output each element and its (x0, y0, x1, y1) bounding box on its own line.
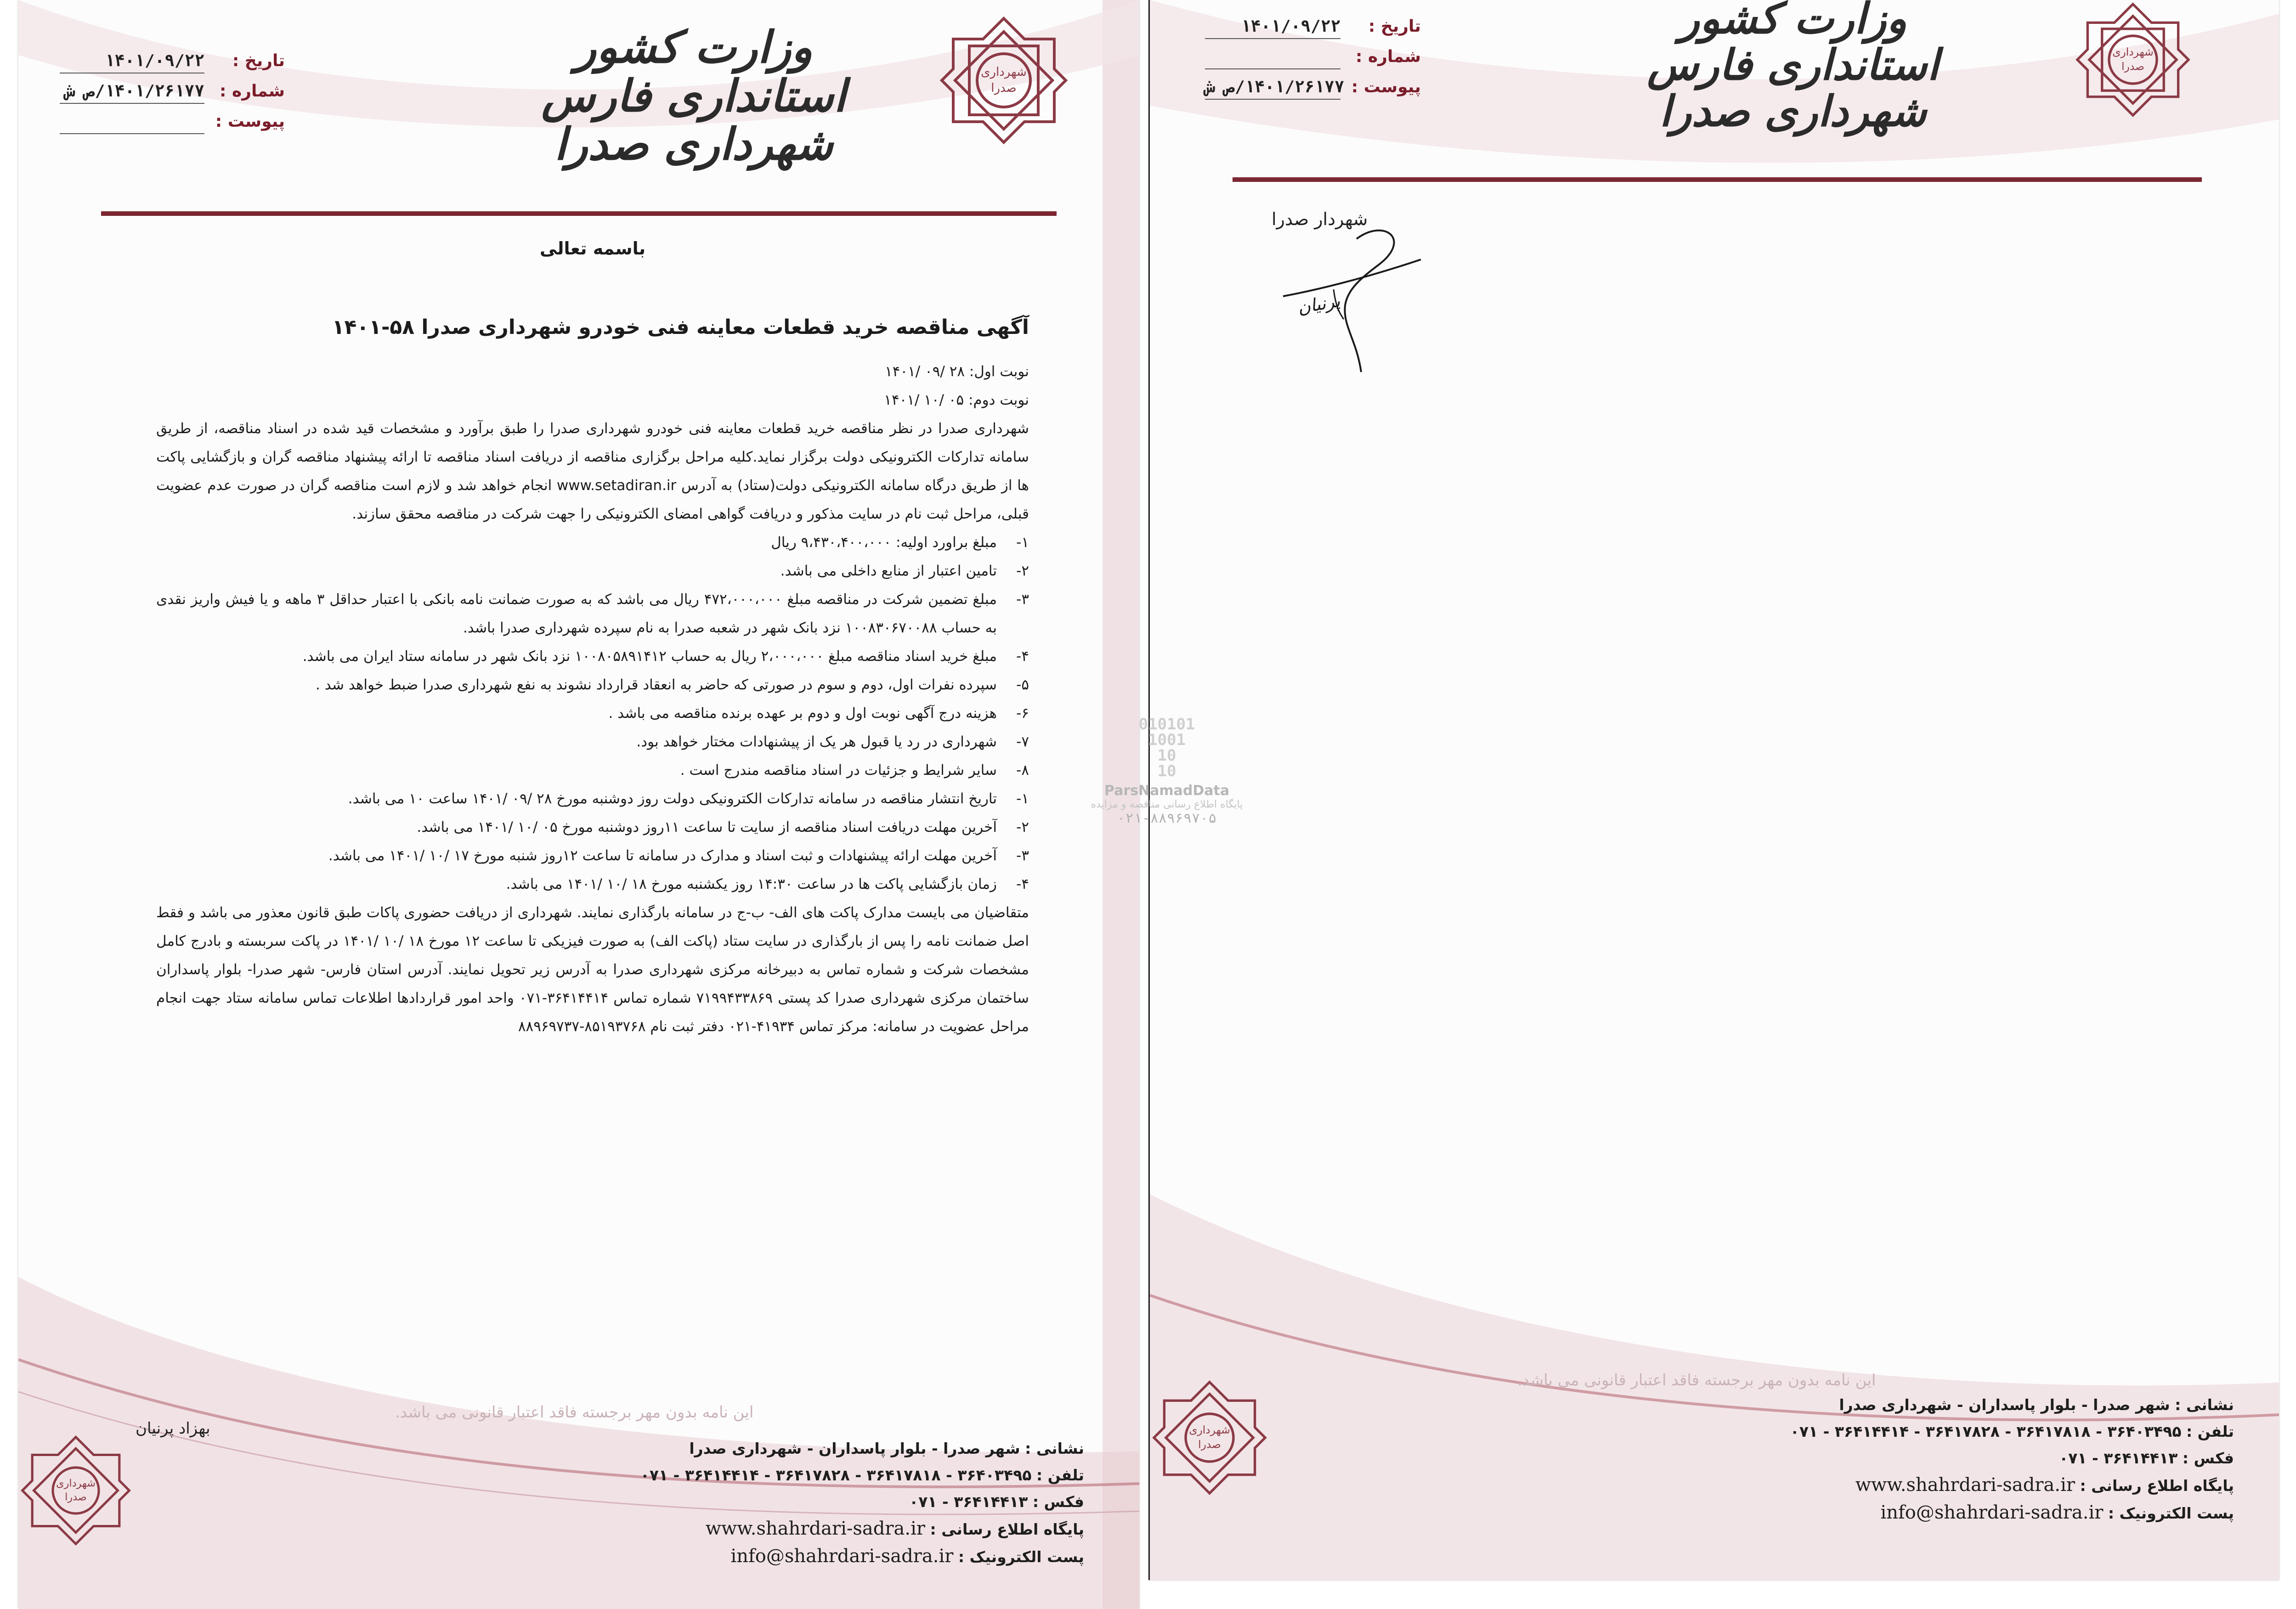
validity-note: این نامه بدون مهر برجسته فاقد اعتبار قانونی می باشد. (395, 1403, 754, 1422)
attachment-label: پیوست : (215, 112, 285, 131)
list-item-number: ۲- (1016, 563, 1029, 579)
number-label: شماره : (220, 82, 285, 101)
website-label: پایگاه اطلاع رسانی : (2080, 1477, 2234, 1495)
municipality-emblem (2073, 0, 2193, 119)
list-item-text: مبلغ براورد اولیه: ۹،۴۳۰،۴۰۰،۰۰۰ ریال (771, 534, 997, 551)
phone-label: تلفن : (2186, 1423, 2234, 1440)
list-item-number: ۱- (1016, 790, 1029, 807)
attachment-row (60, 107, 285, 137)
list-item (156, 557, 1029, 585)
signature-page (1148, 0, 2279, 1580)
ministry-line-2: استانداری فارس (1647, 40, 1939, 90)
validity-note: این نامه بدون مهر برجسته فاقد اعتبار قانونی می باشد. (1517, 1371, 1876, 1389)
meta-underline (1205, 68, 1340, 69)
list-item (156, 642, 1029, 671)
footer-emblem (18, 1433, 133, 1548)
first-round-date: نوبت اول: ۲۸ /۰۹ /۱۴۰۱ (885, 363, 1029, 380)
announcement-body (156, 234, 1029, 1041)
date-label: تاریخ : (1368, 17, 1421, 36)
ministry-line-1: وزارت کشور (1679, 0, 1907, 43)
meta-underline (60, 103, 204, 104)
list-item-text: سپرده نفرات اول، دوم و سوم در صورتی که حاضر به انعقاد قرارداد نشوند به نفع شهرداری صدرا ضبط خواهد شد . (316, 677, 997, 693)
list-item (156, 756, 1029, 785)
watermark-binary: 010101 1001 10 10 (1138, 715, 1195, 780)
municipality-emblem (937, 14, 1070, 147)
letter-meta (1205, 11, 1421, 102)
svg-text:شهرداری: شهرداری (1189, 1424, 1230, 1437)
email-link[interactable]: info@shahrdari-sadra.ir (730, 1546, 954, 1567)
ministry-line-3: شهرداری صدرا (1659, 86, 1927, 136)
list-item (156, 699, 1029, 728)
number-label: شماره : (1356, 47, 1421, 66)
phone-label: تلفن : (1036, 1466, 1084, 1484)
date-label: تاریخ : (232, 51, 285, 70)
contact-footer (1738, 1392, 2234, 1527)
list-item-text: سایر شرایط و جزئیات در اسناد مناقصه مندرج است . (680, 762, 997, 779)
list-item-number: ۳- (1016, 847, 1029, 864)
list-item-text: زمان بازگشایی پاکت ها در ساعت ۱۴:۳۰ روز یکشنبه مورخ ۱۸ /۱۰ /۱۴۰۱ می باشد. (506, 876, 997, 892)
list-item-number: ۵- (1016, 677, 1029, 693)
attachment-row (1205, 72, 1421, 102)
date-value: ۱۴۰۱/۰۹/۲۲ (105, 51, 204, 70)
website-link[interactable]: www.shahrdari-sadra.ir (1855, 1474, 2075, 1496)
list-item-number: ۴- (1016, 876, 1029, 892)
list-item-number: ۷- (1016, 734, 1029, 750)
watermark-phone: ۰۲۱-۸۸۹۶۹۷۰۵ (1117, 810, 1217, 826)
svg-text:پرنیان: پرنیان (1296, 290, 1342, 318)
website-label: پایگاه اطلاع رسانی : (930, 1520, 1084, 1538)
attachment-value: ۱۴۰۱/۲۶۱۷۷/ص ش (1205, 78, 1345, 96)
list-item-number: ۴- (1016, 648, 1029, 665)
address-row (1738, 1392, 2234, 1418)
footer-emblem (1150, 1378, 1269, 1497)
conditions-list (156, 528, 1029, 785)
list-item-number: ۲- (1016, 819, 1029, 836)
number-row (1205, 42, 1421, 72)
fax-label: فکس : (1032, 1493, 1084, 1511)
address-value: شهر صدرا - بلوار پاسداران - شهرداری صدرا (689, 1440, 1020, 1457)
address-label: نشانی : (2175, 1396, 2234, 1414)
fax-value: ۳۶۴۱۴۴۱۳ - ۰۷۱ (2059, 1449, 2178, 1467)
list-item (156, 785, 1029, 813)
schedule-list (156, 785, 1029, 898)
fax-row (588, 1489, 1084, 1515)
signature-drawing (1265, 220, 1430, 386)
number-value: ۱۴۰۱/۲۶۱۷۷/ص ش (65, 82, 204, 101)
svg-text:شهرداری: شهرداری (56, 1477, 96, 1490)
announcement-page (18, 0, 1139, 1609)
attachment-label: پیوست : (1351, 78, 1421, 96)
address-row (588, 1435, 1084, 1462)
list-item-text: مبلغ خرید اسناد مناقصه مبلغ ۲،۰۰۰،۰۰۰ ریال به حساب ۱۰۰۸۰۵۸۹۱۴۱۲ نزد بانک شهر در سامانه ستاد ایران می باشد. (302, 648, 997, 665)
fax-value: ۳۶۴۱۴۴۱۳ - ۰۷۱ (909, 1493, 1028, 1511)
number-row (60, 76, 285, 107)
closing-paragraph: متقاضیان می بایست مدارک پاکت های الف- ب-ج در سامانه بارگذاری نمایند. شهرداری از دریافت حضوری پاکات طبق قانون معذور می باشد و فقط اصل ضمانت نامه را پس از بارگذاری در سایت ستاد (پاکت الف) به صورت فیزیکی تا ساعت ۱۲ مورخ ۱۸ /۱۰ /۱۴۰۱ در پاکت سربسته و بادرج کامل مشخصات شرکت و شماره تماس به دبیرخانه مرکزی شهرداری صدرا به آدرس زیر تحویل نمایند. آدرس استان فارس- شهر صدرا- بلوار پاسداران ساختمان مرکزی شهرداری صدرا کد پستی ۷۱۹۹۴۳۳۸۶۹ شماره تماس ۳۶۴۱۴۴۱۴-۰۷۱ واحد امور قراردادها اطلاعات تماس سامانه ستاد جهت انجام مراحل عضویت در سامانه: مرکز تماس ۴۱۹۳۴-۰۲۱ دفتر ثبت نام ۸۵۱۹۳۷۶۸-۸۸۹۶۹۷۳۷ (156, 904, 1029, 1035)
svg-text:صدرا: صدرا (991, 81, 1017, 95)
svg-text:صدرا: صدرا (2121, 60, 2144, 73)
svg-text:صدرا: صدرا (1198, 1438, 1221, 1451)
letter-meta (60, 46, 285, 137)
header-rule (1233, 177, 2202, 182)
list-item (156, 841, 1029, 870)
bismillah: باسمه تعالی (539, 238, 646, 259)
website-link[interactable]: www.shahrdari-sadra.ir (705, 1518, 925, 1539)
list-item-number: ۸- (1016, 762, 1029, 779)
contact-footer (588, 1435, 1084, 1570)
list-item-text: تاریخ انتشار مناقصه در سامانه تدارکات الکترونیکی دولت روز دوشنبه مورخ ۲۸ /۰۹ /۱۴۰۱ ساعت ۱۰ می باشد. (348, 790, 997, 807)
list-item-number: ۶- (1016, 705, 1029, 722)
list-item-text: شهرداری در رد یا قبول هر یک از پیشنهادات مختار خواهد بود. (636, 734, 997, 750)
list-item-text: مبلغ تضمین شرکت در مناقصه مبلغ ۴۷۲،۰۰۰،۰۰۰ ریال می باشد که به صورت ضمانت نامه بانکی با اعتبار حداقل ۳ ماهه و یا فیش واریز نقدی به حساب ۱۰۰۸۳۰۶۷۰۰۸۸ نزد بانک شهر در شعبه صدرا به نام سپرده شهرداری صدرا باشد. (156, 591, 997, 636)
email-row (1738, 1499, 2234, 1527)
date-value: ۱۴۰۱/۰۹/۲۲ (1241, 17, 1340, 36)
signer-title: شهردار صدرا (1272, 209, 1368, 229)
list-item-number: ۱- (1016, 534, 1029, 551)
meta-underline (60, 133, 204, 134)
ministry-line-3: شهرداری صدرا (554, 118, 833, 170)
list-item (156, 585, 1029, 642)
intro-paragraph: شهرداری صدرا در نظر مناقصه خرید قطعات معاینه فنی خودرو شهرداری صدرا را طبق برآورد و مشخصات قید شده در اسناد مناقصه، از طریق سامانه تدارکات الکترونیکی دولت برگزار نماید.کلیه مراحل برگزاری مناقصه از دریافت اسناد مناقصه تا ارائه پیشنهاد مناقصه گران و بازگشایی پاکت ها از طریق درگاه سامانه الکترونیکی دولت(ستاد) به آدرس www.setadiran.ir انجام خواهد شد و لازم است مناقصه گران در صورت عدم عضویت قبلی، مراحل ثبت نام در سایت مذکور و دریافت گواهی امضای الکترونیکی را جهت شرکت در مناقصه محقق سازند. (156, 420, 1029, 522)
svg-text:صدرا: صدرا (65, 1491, 87, 1503)
parsnamad-watermark (1070, 717, 1263, 826)
date-row (1205, 11, 1421, 42)
announcement-headline: آگهی مناقصه خرید قطعات معاینه فنی خودرو شهرداری صدرا ۵۸-۱۴۰۱ (332, 316, 1029, 339)
list-item (156, 671, 1029, 699)
ministry-line-2: استانداری فارس (541, 69, 846, 122)
phone-value: ۳۶۴۰۳۴۹۵ - ۳۶۴۱۷۸۱۸ - ۳۶۴۱۷۸۲۸ - ۳۶۴۱۴۴۱۴ - ۰۷۱ (1790, 1423, 2182, 1440)
email-label: پست الکترونیک : (958, 1548, 1084, 1566)
phone-row (1738, 1418, 2234, 1445)
signer-name: بهزاد پرنیان (136, 1419, 210, 1438)
header-rule (101, 211, 1057, 216)
list-item (156, 870, 1029, 898)
list-item (156, 528, 1029, 557)
watermark-brand: ParsNamadData (1104, 783, 1230, 799)
list-item-number: ۳- (1016, 591, 1029, 608)
meta-underline (1205, 38, 1340, 39)
fax-row (1738, 1445, 2234, 1472)
website-row (588, 1515, 1084, 1543)
list-item-text: آخرین مهلت ارائه پیشنهادات و ثبت اسناد و مدارک در سامانه تا ساعت ۱۲روز شنبه مورخ ۱۷ /۱۰ /۱۴۰۱ می باشد. (328, 847, 997, 864)
list-item (156, 728, 1029, 756)
ministry-line-1: وزارت کشور (575, 21, 813, 73)
list-item (156, 813, 1029, 841)
fax-label: فکس : (2182, 1449, 2234, 1467)
phone-row (588, 1462, 1084, 1489)
svg-text:شهرداری: شهرداری (981, 65, 1027, 79)
date-row (60, 46, 285, 76)
ministry-title (1563, 0, 2023, 135)
email-label: پست الکترونیک : (2108, 1504, 2234, 1522)
phone-value: ۳۶۴۰۳۴۹۵ - ۳۶۴۱۷۸۱۸ - ۳۶۴۱۷۸۲۸ - ۳۶۴۱۴۴۱۴ - ۰۷۱ (640, 1466, 1032, 1484)
address-value: شهر صدرا - بلوار پاسداران - شهرداری صدرا (1839, 1396, 2170, 1414)
second-round-date: نوبت دوم: ۰۵ /۱۰ /۱۴۰۱ (884, 392, 1029, 408)
address-label: نشانی : (1025, 1440, 1084, 1457)
list-item-text: هزینه درج آگهی نوبت اول و دوم بر عهده برنده مناقصه می باشد . (608, 705, 997, 722)
list-item-text: آخرین مهلت دریافت اسناد مناقصه از سایت تا ساعت ۱۱روز دوشنبه مورخ ۰۵ /۱۰ /۱۴۰۱ می باشد. (417, 819, 997, 836)
ministry-title (487, 23, 900, 169)
email-row (588, 1543, 1084, 1570)
svg-text:شهرداری: شهرداری (2112, 46, 2154, 59)
watermark-caption: پایگاه اطلاع رسانی مناقصه و مزایده (1091, 799, 1243, 810)
meta-underline (1205, 99, 1340, 100)
email-link[interactable]: info@shahrdari-sadra.ir (1880, 1502, 2104, 1523)
website-row (1738, 1472, 2234, 1499)
list-item-text: تامین اعتبار از منابع داخلی می باشد. (780, 563, 997, 579)
